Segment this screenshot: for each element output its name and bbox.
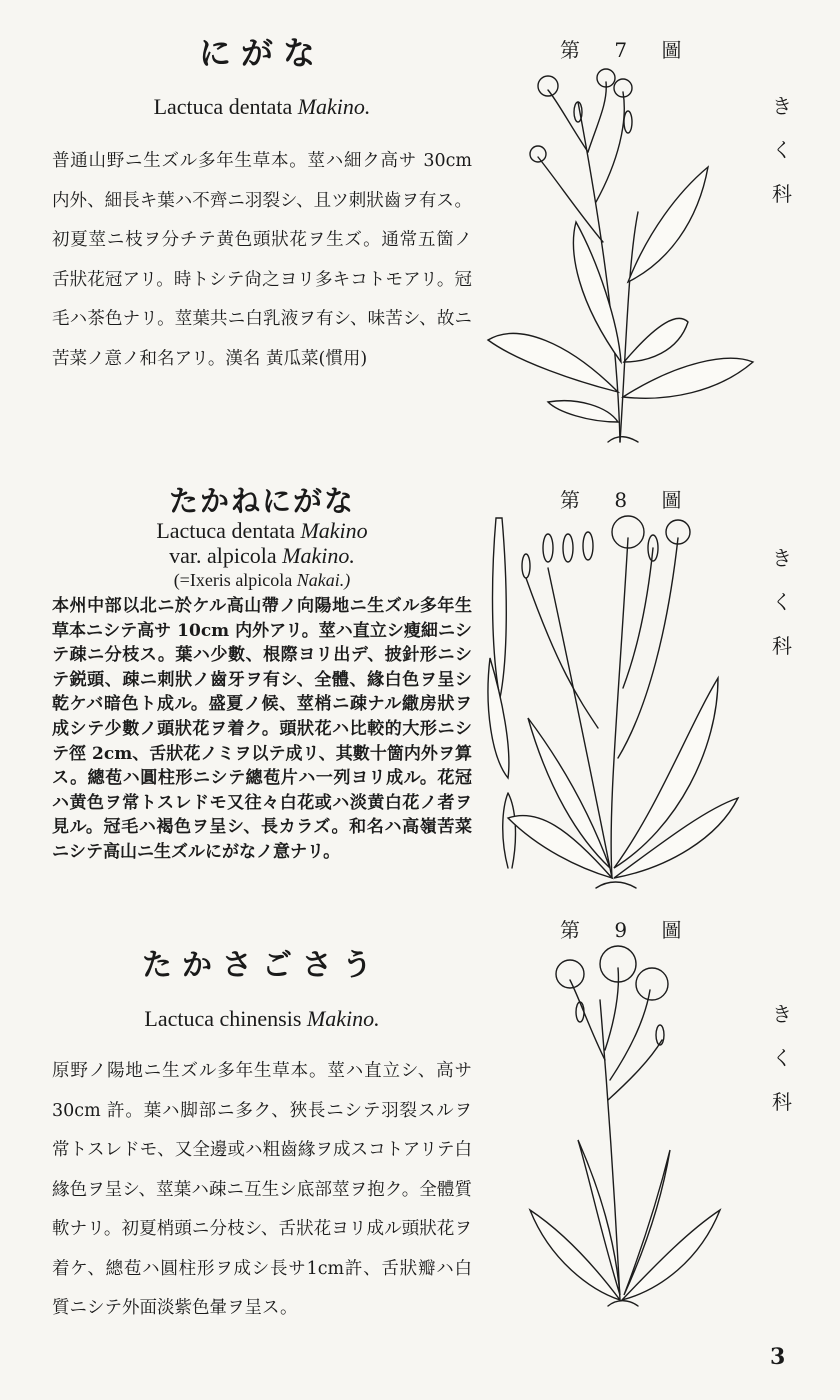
scientific-author: Makino. bbox=[306, 1006, 380, 1031]
family-char: き bbox=[772, 546, 792, 570]
synonym-name: (=Ixeris alpicola bbox=[173, 570, 293, 590]
family-char: く bbox=[772, 590, 792, 614]
family-char: く bbox=[772, 138, 792, 162]
synonym bbox=[52, 568, 472, 592]
figure-label-7: 第 7 圖 bbox=[560, 38, 696, 62]
family-label bbox=[770, 536, 794, 668]
entry-nigana bbox=[52, 28, 472, 379]
family-char: き bbox=[772, 1002, 792, 1026]
entry-title: たかさごさう bbox=[142, 948, 382, 983]
family-char: き bbox=[772, 94, 792, 118]
entry-description: 本州中部以北ニ於ケル高山帶ノ向陽地ニ生ズル多年生草本ニシテ高サ 10cm 内外アリ。莖ハ直立シ瘦細ニシテ疎ニ分枝ス。葉ハ少數、根際ヨリ出デ、披針形ニシテ鋭頭、疎ニ刺狀ノ齒牙ヲ有シ、全體、緣白色ヲ呈シ乾ケバ暗色ト成ル。盛夏ノ候、莖梢ニ疎ナル繖房狀ヲ成シテ少數ノ頭狀花ヲ着ク。頭狀花ハ比較的大形ニシテ徑 2cm、舌狀花ノミヲ以テ成リ、其數十箇内外ヲ算ス。總苞ハ圓柱形ニシテ總苞片ハ一列ヨリ成ル。花冠ハ黄色ヲ常トスレドモ又往々白花或ハ淡黄白花ノ者ヲ見ル。冠毛ハ褐色ヲ呈シ、長カラズ。和名ハ高嶺苦菜ニシテ高山ニ生ズルにがなノ意ナリ。 bbox=[52, 596, 472, 862]
variety-name bbox=[52, 543, 472, 568]
entry-description: 普通山野ニ生ズル多年生草本。莖ハ細ク高サ 30cm 内外、細長キ葉ハ不齊ニ羽裂シ、且ツ刺狀齒ヲ有ス。初夏莖ニ枝ヲ分チテ黄色頭狀花ヲ生ズ。通常五箇ノ舌狀花冠アリ。時トシテ尙之ヨリ多キコトモアリ。冠毛ハ茶色ナリ。莖葉共ニ白乳液ヲ有シ、味苦シ、故ニ苦菜ノ意ノ和名アリ。漢名 黃瓜菜(慣用) bbox=[52, 151, 472, 369]
scientific-binomial: Lactuca chinensis bbox=[144, 1006, 302, 1031]
entry-takane-nigana bbox=[52, 484, 472, 865]
scientific-name bbox=[52, 94, 472, 120]
entry-title: たかねにがな bbox=[168, 484, 355, 518]
entry-description: 原野ノ陽地ニ生ズル多年生草本。莖ハ直立シ、高サ 30cm 許。葉ハ脚部ニ多ク、狹長ニシテ羽裂スルヲ常トスレドモ、又全邊或ハ粗齒緣ヲ成スコトアリテ白緣色ヲ呈シ、莖葉ハ疎ニ互生シ底部莖ヲ抱ク。全體質軟ナリ。初夏梢頭ニ分枝シ、舌狀花ヨリ成ル頭狀花ヲ着ケ、總苞ハ圓柱形ヲ成シ長サ1cm許、舌狀瓣ハ白質ニシテ外面淡紫色暈ヲ呈ス。 bbox=[52, 1061, 472, 1318]
scientific-author: Makino bbox=[300, 518, 368, 543]
variety-epithet: var. alpicola bbox=[169, 543, 277, 568]
plant-illustration-icon bbox=[478, 62, 758, 454]
family-char: 科 bbox=[772, 1090, 792, 1114]
family-label bbox=[770, 84, 794, 216]
plant-illustration-icon bbox=[520, 940, 740, 1312]
scientific-name bbox=[52, 1006, 472, 1032]
variety-author: Makino. bbox=[282, 543, 355, 568]
synonym-author: Nakai.) bbox=[296, 570, 351, 590]
entry-title: にがな bbox=[198, 34, 325, 72]
figure-label-9: 第 9 圖 bbox=[560, 918, 696, 942]
family-char: 科 bbox=[772, 182, 792, 206]
figure-label-8: 第 8 圖 bbox=[560, 488, 696, 512]
family-char: 科 bbox=[772, 634, 792, 658]
scientific-name bbox=[52, 518, 472, 543]
scientific-author: Makino. bbox=[297, 94, 371, 119]
family-char: く bbox=[772, 1046, 792, 1070]
family-label bbox=[770, 992, 794, 1124]
plant-illustration-icon bbox=[478, 508, 758, 900]
entry-takasagosou bbox=[52, 940, 472, 1329]
page-number: 3 bbox=[770, 1344, 786, 1370]
scientific-binomial: Lactuca dentata bbox=[153, 94, 293, 119]
scientific-binomial: Lactuca dentata bbox=[156, 518, 295, 543]
